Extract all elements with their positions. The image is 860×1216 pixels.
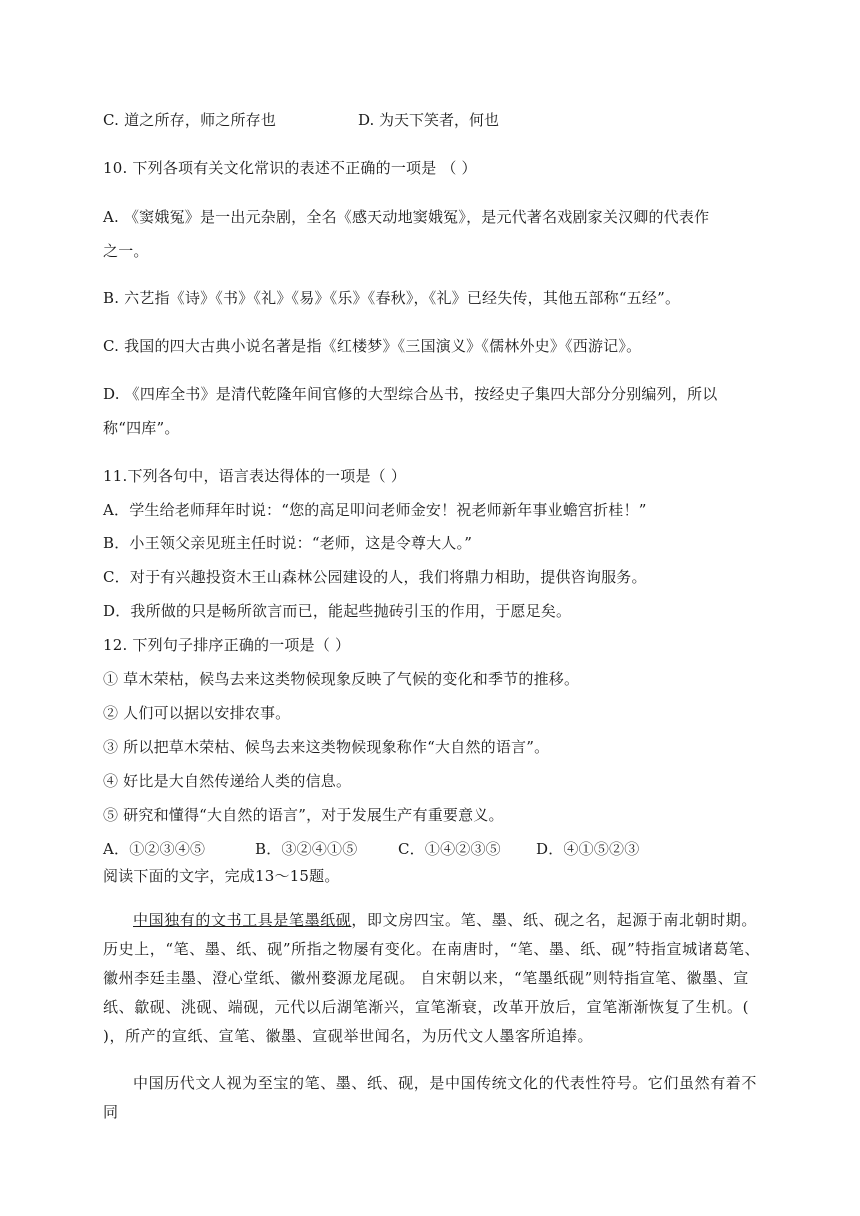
q11-stem: 11.下列各句中，语言表达得体的一项是（ ） [103,467,407,485]
q12-sentence-1: ① 草木荣枯，候鸟去来这类物候现象反映了气候的变化和季节的推移。 [103,670,580,688]
q11-option-b: B．小王领父亲见班主任时说：“老师，这是令尊大人。” [103,534,473,552]
q9-option-d: D. 为天下笑者，何也 [358,111,500,129]
q12-option-b: B．③②④①⑤ [255,840,358,858]
q10-stem: 10. 下列各项有关文化常识的表述不正确的一项是 （ ） [103,159,477,177]
q12-stem: 12. 下列句子排序正确的一项是（ ） [103,636,351,654]
q10-option-d-line2: 称“四库”。 [103,419,180,437]
q12-sentence-3: ③ 所以把草木荣枯、候鸟去来这类物候现象称作“大自然的语言”。 [103,738,550,756]
q10-option-c: C. 我国的四大古典小说名著是指《红楼梦》《三国演义》《儒林外史》《西游记》。 [103,337,642,355]
q10-option-b: B. 六艺指《诗》《书》《礼》《易》《乐》《春秋》，《礼》已经失传，其他五部称“五经”。 [103,289,681,307]
q11-option-c: C．对于有兴趣投资木王山森林公园建设的人，我们将鼎力相助，提供咨询服务。 [103,568,647,586]
reading-paragraph-1 [103,906,763,1051]
reading-paragraph-1-rest: ，即文房四宝。笔、墨、纸、砚之名，起源于南北朝时期。历史上，“笔、墨、纸、砚”所指之物屡有变化。在南唐时，“笔、墨、纸、砚”特指宣城诸葛笔、徽州李廷圭墨、澄心堂纸、徽州婺源龙尾砚。 自宋朝以来，“笔墨纸砚”则特指宣笔、徽墨、宣纸、歙砚、洮砚、端砚，元代以后湖笔渐兴，宣笔渐衰，改革开放后，宣笔渐渐恢复了生机。( )，所产的宣纸、宣笔、徽墨、宣砚举世闻名，为历代文人墨客所追捧。 [103,911,761,1045]
q12-options [103,839,639,859]
reading-paragraph-2: 中国历代文人视为至宝的笔、墨、纸、砚，是中国传统文化的代表性符号。它们虽然有着不同 [103,1074,758,1121]
q10-option-a-line2: 之一。 [103,242,149,260]
q10-option-a-line1: A. 《窦娥冤》是一出元杂剧，全名《感天动地窦娥冤》，是元代著名戏剧家关汉卿的代表作 [103,208,710,226]
q12-option-d: D．④①⑤②③ [536,840,640,858]
q12-sentence-4: ④ 好比是大自然传递给人类的信息。 [103,772,352,790]
reading-instruction: 阅读下面的文字，完成13～15题。 [103,867,340,885]
q12-option-a: A．①②③④⑤ [103,840,206,858]
q10-option-d-line1: D. 《四库全书》是清代乾隆年间官修的大型综合丛书，按经史子集四大部分分别编列，所以 [103,385,718,403]
q12-option-c: C．①④②③⑤ [398,840,501,858]
reading-paragraph-1-underlined: 中国独有的文书工具是笔墨纸砚 [133,911,352,929]
q11-option-a: A．学生给老师拜年时说：“您的高足叩问老师金安！祝老师新年事业蟾宫折桂！” [103,501,647,519]
q12-sentence-5: ⑤ 研究和懂得“大自然的语言”，对于发展生产有重要意义。 [103,806,504,824]
q9-option-c: C. 道之所存，师之所存也 [103,111,277,129]
q12-sentence-2: ② 人们可以据以安排农事。 [103,704,291,722]
q11-option-d: D．我所做的只是畅所欲言而已，能起些抛砖引玉的作用，于愿足矣。 [103,602,572,620]
